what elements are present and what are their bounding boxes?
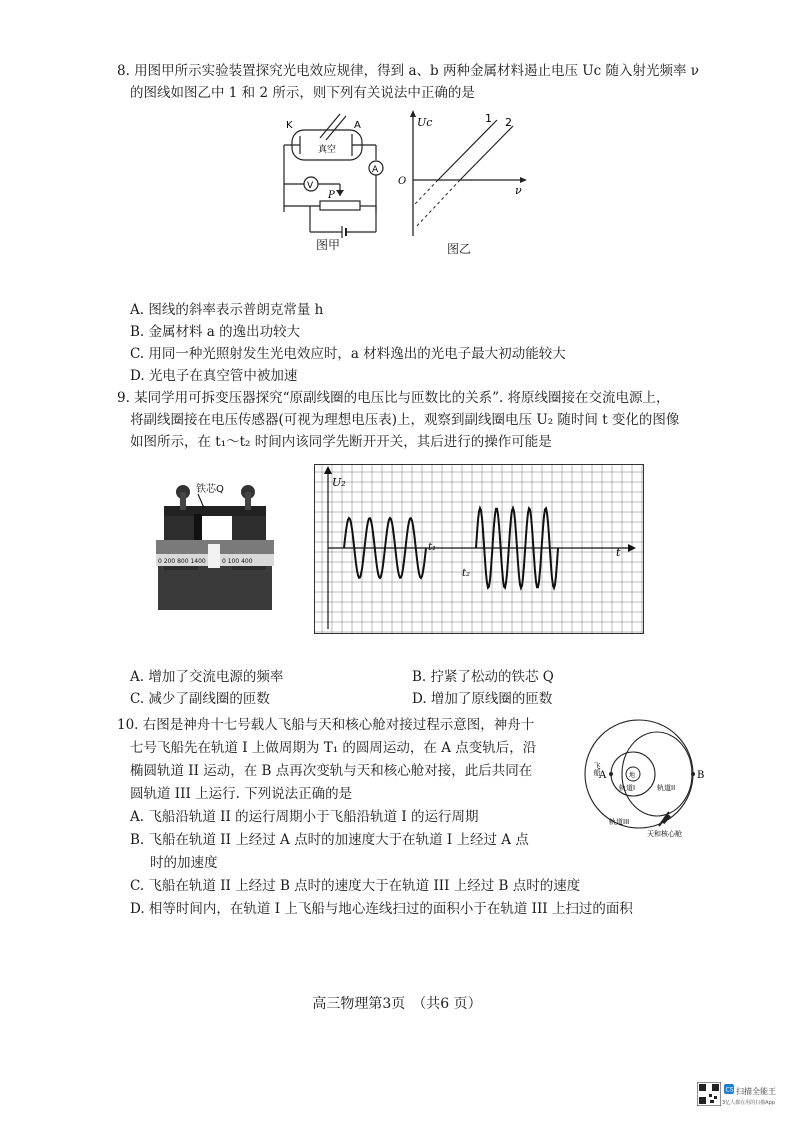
q9-line2: 将副线圈接在电压传感器(可视为理想电压表)上，观察到副线圈电压 U₂ 随时间 t 变化的图像 [130, 412, 680, 428]
q10-option-a: A. 飞船沿轨道 II 的运行周期小于飞船沿轨道 I 的运行周期 [130, 809, 479, 825]
orbit-3-label: 轨道III [609, 818, 630, 826]
primary-scale: 0 200 800 1400 [158, 558, 206, 565]
camscanner-logo-icon [724, 1084, 734, 1094]
q9-voltage-graph [314, 464, 644, 634]
q8-option-a: A. 图线的斜率表示普朗克常量 h [130, 302, 324, 318]
q9-option-c: C. 减少了副线圈的匝数 [130, 691, 270, 707]
svg-text:CS: CS [725, 1086, 734, 1094]
q9-option-d: D. 增加了原线圈的匝数 [412, 691, 553, 707]
point-a-label: A [599, 770, 607, 781]
label-vacuum: 真空 [318, 145, 337, 155]
q9-line3: 如图所示，在 t₁～t₂ 时间内该同学先断开开关，其后进行的操作可能是 [130, 434, 552, 450]
label-k: K [286, 120, 293, 131]
page-footer: 高三物理第3页 （共6 页） [312, 996, 482, 1012]
q9-line1: 9. 某同学用可拆变压器探究“原副线圈的电压比与匝数比的关系”. 将原线圈接在交流电源上， [117, 390, 670, 406]
orbit-2-label: 轨道II [657, 784, 676, 792]
q10-option-c: C. 飞船在轨道 II 上经过 B 点时的速度大于在轨道 III 上经过 B 点时的速度 [130, 878, 581, 894]
voltmeter-icon: V [307, 181, 314, 191]
q10-orbit-diagram [575, 712, 725, 842]
earth-label: 地 [629, 772, 636, 779]
orbit-1-label: 轨道I [619, 784, 636, 792]
q9-option-b: B. 拧紧了松动的铁芯 Q [412, 669, 554, 685]
q8-option-c: C. 用同一种光照射发生光电效应时，a 材料逸出的光电子最大初动能较大 [130, 346, 566, 362]
line-1-label: 1 [485, 112, 492, 125]
ship-label: 飞船 [593, 762, 601, 776]
x-axis-label: ν [515, 184, 522, 197]
q10-option-b: B. 飞船在轨道 II 上经过 A 点时的加速度大于在轨道 I 上经过 A 点 [130, 832, 529, 848]
watermark-title: 扫描全能王 [736, 1087, 776, 1096]
point-b-label: B [697, 770, 705, 781]
q8-line1: 8. 用图甲所示实验装置探究光电效应规律，得到 a、b 两种金属材料遏止电压 Uc 随入射光频率 ν [117, 63, 699, 79]
q8-line2: 的图线如图乙中 1 和 2 所示，则下列有关说法中正确的是 [130, 85, 475, 101]
y-axis-label: Uc [417, 116, 433, 129]
q10-option-d: D. 相等时间内，在轨道 I 上飞船与地心连线扫过的面积小于在轨道 III 上扫过的面积 [130, 901, 633, 917]
q9-transformer-photo [150, 470, 280, 610]
watermark-subtitle: 3亿人都在用的扫描App [722, 1100, 775, 1106]
q10-line4: 圆轨道 III 上运行. 下列说法正确的是 [130, 786, 353, 802]
ammeter-icon: A [372, 165, 379, 175]
u2-axis-label: U₂ [332, 476, 346, 489]
t1-label: t₁ [428, 542, 437, 553]
qr-code-icon [697, 1082, 721, 1106]
q8-option-d: D. 光电子在真空管中被加速 [130, 368, 298, 384]
label-p: P [328, 190, 335, 201]
label-anode: A [354, 120, 361, 131]
time-axis-label: t [616, 546, 621, 559]
station-label: 天和核心舱 [647, 830, 682, 838]
line-2-label: 2 [505, 116, 512, 129]
origin-label: O [398, 176, 407, 187]
q8-figure-b-graph [395, 108, 530, 240]
q8-option-b: B. 金属材料 a 的逸出功较大 [130, 324, 301, 340]
q10-line2: 七号飞船先在轨道 I 上做周期为 T₁ 的圆周运动，在 A 点变轨后，沿 [130, 740, 537, 756]
iron-core-label: 铁芯Q [196, 484, 224, 495]
t2-label: t₂ [462, 568, 471, 579]
secondary-scale: 0 100 400 [222, 558, 253, 565]
q8-figure-b-caption: 图乙 [447, 242, 472, 256]
q9-option-a: A. 增加了交流电源的频率 [130, 669, 284, 685]
q10-line1: 10. 右图是神舟十七号载人飞船与天和核心舱对接过程示意图，神舟十 [117, 717, 535, 733]
q10-option-b-cont: 时的加速度 [150, 855, 218, 871]
q8-figure-a-caption: 图甲 [316, 238, 341, 252]
q10-line3: 椭圆轨道 II 运动，在 B 点再次变轨与天和核心舱对接，此后共同在 [130, 763, 533, 779]
